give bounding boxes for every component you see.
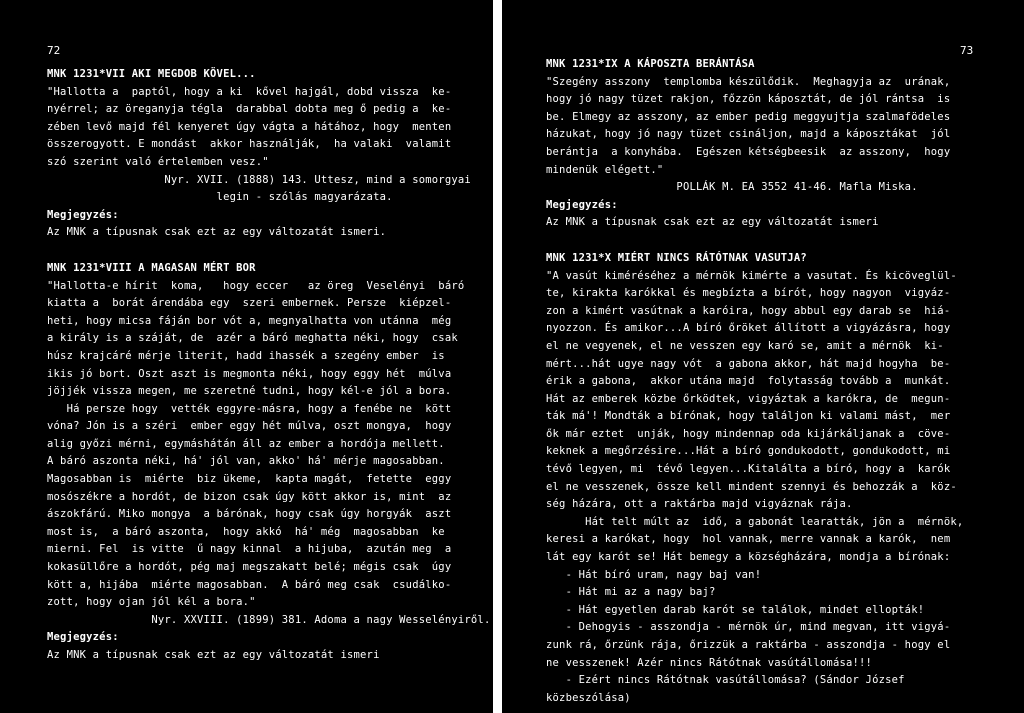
- text-line: ikis jó bort. Oszt aszt is megmonta néki, hogy eggy hét múlva: [47, 367, 452, 380]
- text-line: - Hát mi az a nagy baj?: [546, 586, 716, 599]
- text-line: "Szegény asszony templomba készülődik. Meghagyja az urának,: [546, 75, 951, 88]
- page-number: 73: [960, 44, 974, 57]
- text-line: mindenük elégett.": [546, 163, 664, 176]
- page-number: 72: [47, 44, 61, 57]
- text-line: szó szerint való értelemben vesz.": [47, 155, 269, 168]
- text-line: ták má'! Mondták a bírónak, hogy találjon ki valami mást, mer: [546, 410, 951, 423]
- text-line: Az MNK a típusnak csak ezt az egy változatát ismeri.: [47, 226, 387, 239]
- text-line: Há persze hogy vették eggyre-másra, hogy a fenébe ne kött: [47, 402, 452, 415]
- text-line: kokasüllőre a hordót, pég maj megszakatt belé; mégis csak úgy: [47, 561, 452, 574]
- text-line: hogy jó nagy tüzet rakjon, főzzön káposztát, de jól rántsa is: [546, 93, 951, 106]
- text-line: keknek a megőrzésire...Hát a bíró gondukodott, gondukodott, mi: [546, 445, 951, 458]
- text-line: ők már eztet unják, hogy mindennap oda kijárkáljanak a cöve-: [546, 427, 951, 440]
- text-line: be. Elmegy az asszony, az ember pedig meggyujtja szalmafödeles: [546, 110, 951, 123]
- right-page-text: [546, 56, 963, 707]
- note-label: Megjegyzés:: [47, 631, 119, 644]
- text-line: - Dehogyis - asszondja - mérnök úr, mind megvan, itt vigyá-: [546, 621, 951, 634]
- text-line: a király is a száját, de azér a báró meghatta néki, hogy csak: [47, 332, 458, 345]
- section-heading: MNK 1231*VIII A MAGASAN MÉRT BOR: [47, 261, 256, 274]
- text-line: húsz krajcáré mérje literit, hadd ihassék a szegény ember is: [47, 349, 445, 362]
- text-line: "Hallotta a paptól, hogy a ki kővel hajgál, dobd vissza ke-: [47, 85, 452, 98]
- text-line: alig győzi mérni, egymáshátán áll az ember a hordója mellett.: [47, 437, 445, 450]
- section-heading: MNK 1231*VII AKI MEGDOB KÖVEL...: [47, 68, 256, 80]
- text-line: mért...hát ugye nagy vót a gabona akkor, hát majd hogyha be-: [546, 357, 951, 370]
- text-line: ne vesszenek! Azér nincs Rátótnak vasútállomása!!!: [546, 656, 873, 669]
- text-line: el ne vegyenek, el ne vesszen egy karó se, amit a mérnök ki-: [546, 339, 944, 352]
- text-line: "Hallotta-e hírit koma, hogy eccer az öreg Veselényi báró: [47, 279, 465, 292]
- text-line: tévő legyen, mi tévő legyen...Kitalálta a bíró, hogy a karók: [546, 463, 951, 476]
- note-label: Megjegyzés:: [546, 198, 618, 211]
- text-line: - Hát bíró uram, nagy baj van!: [546, 568, 762, 581]
- text-line: Az MNK a típusnak csak ezt az egy változatát ismeri: [546, 216, 879, 229]
- text-line: "A vasút kiméréséhez a mérnök kimérte a vasutat. És kicöveglül-: [546, 269, 957, 282]
- right-page: [503, 0, 1024, 713]
- left-page-text: [47, 66, 490, 665]
- section-heading: MNK 1231*X MIÉRT NINCS RÁTÓTNAK VASUTJA?: [546, 251, 807, 264]
- text-line: te, kirakta karókkal és megbízta a bírót, hogy nagyon vigyáz-: [546, 287, 951, 300]
- text-line: keresi a karókat, hogy hol vannak, merre vannak a karók, nem: [546, 533, 951, 546]
- text-line: összerogyott. E mondást akkor használják, ha valaki valamit: [47, 138, 452, 151]
- section-gap: [47, 242, 490, 260]
- text-line: Az MNK a típusnak csak ezt az egy változatát ismeri: [47, 649, 380, 661]
- text-line: A báró aszonta néki, há' jól van, akko' há' mérje magosabban.: [47, 455, 445, 468]
- text-line: Hát telt múlt az idő, a gabonát learatták, jön a mérnök,: [546, 515, 964, 528]
- left-page: [0, 0, 492, 713]
- text-line: el ne vesszenek, össze kell mindent szennyi és behozzák a köz-: [546, 480, 957, 493]
- text-line: Nyr. XXVIII. (1899) 381. Adoma a nagy Wesselényiről.: [47, 613, 491, 626]
- text-line: heti, hogy micsa fáján bor vót a, megnyalhatta von utánna még: [47, 314, 452, 327]
- text-line: - Hát egyetlen darab karót se találok, mindet ellopták!: [546, 603, 925, 616]
- text-line: zunk rá, őrzünk rája, őrizzük a raktárba - asszondja - hogy el: [546, 639, 951, 651]
- text-line: ség házára, ott a raktárba majd vigyáznak rája.: [546, 498, 853, 511]
- text-line: Hát az emberek közbe őrködtek, vigyáztak a karókra, de megun-: [546, 392, 951, 405]
- text-line: berántja a konyhába. Egészen kétségbeesik az asszony, hogy: [546, 145, 951, 158]
- text-line: érik a gabona, akkor utána majd folytasság tovább a munkát.: [546, 375, 951, 388]
- text-line: legin - szólás magyarázata.: [47, 191, 393, 204]
- text-line: Nyr. XVII. (1888) 143. Uttesz, mind a somorgyai: [47, 173, 471, 186]
- text-line: - Ezért nincs Rátótnak vasútállomása? (Sándor József: [546, 674, 905, 687]
- text-line: vóna? Jón is a széri ember eggy hét múlva, oszt mongya, hogy: [47, 420, 452, 433]
- text-line: nyozzon. És amikor...A bíró őröket állított a vigyázásra, hogy: [546, 322, 951, 335]
- text-line: közbeszólása): [546, 691, 631, 704]
- page-divider: [493, 0, 502, 713]
- text-line: most is, a báró aszonta, hogy akkó há' még magosabban ke: [47, 525, 445, 538]
- text-line: zott, hogy ojan jól kél a bora.": [47, 596, 256, 609]
- text-line: mierni. Fel is vitte ű nagy kinnal a hijuba, azután meg a: [47, 543, 452, 556]
- text-line: jöjjék vissza megen, me szeretné tudni, hogy kél-e jól a bora.: [47, 385, 452, 398]
- text-line: nyérrel; az öreganyja tégla darabbal dobta meg ő pedig a ke-: [47, 103, 452, 116]
- text-line: mosószékre a hordót, de bizon csak úgy kött akkor is, mint az: [47, 490, 452, 503]
- text-line: kött a, hijába miérte magosabban. A báró meg csak csudálko-: [47, 578, 452, 591]
- section-gap: [546, 232, 963, 250]
- text-line: zében levő majd fél kenyeret úgy vágta a hátához, hogy menten: [47, 120, 452, 133]
- text-line: lát egy karót se! Hát bemegy a községházára, mondja a bírónak:: [546, 551, 951, 564]
- text-line: POLLÁK M. EA 3552 41-46. Mafla Miska.: [546, 181, 918, 194]
- note-label: Megjegyzés:: [47, 208, 119, 221]
- text-line: ászokfárú. Miko mongya a bárónak, hogy csak úgy horgyák aszt: [47, 508, 452, 521]
- text-line: Magosabban is miérte biz ükeme, kapta magát, fetette eggy: [47, 473, 452, 486]
- section-heading: MNK 1231*IX A KÁPOSZTA BERÁNTÁSA: [546, 58, 755, 70]
- text-line: házukat, hogy jó nagy tüzet csináljon, majd a káposztákat jól: [546, 128, 951, 141]
- text-line: zon a kimért vasútnak a karóira, hogy abbul egy darab se hiá-: [546, 304, 951, 317]
- text-line: kiatta a borát árendába egy szeri embernek. Persze kiépzel-: [47, 297, 452, 310]
